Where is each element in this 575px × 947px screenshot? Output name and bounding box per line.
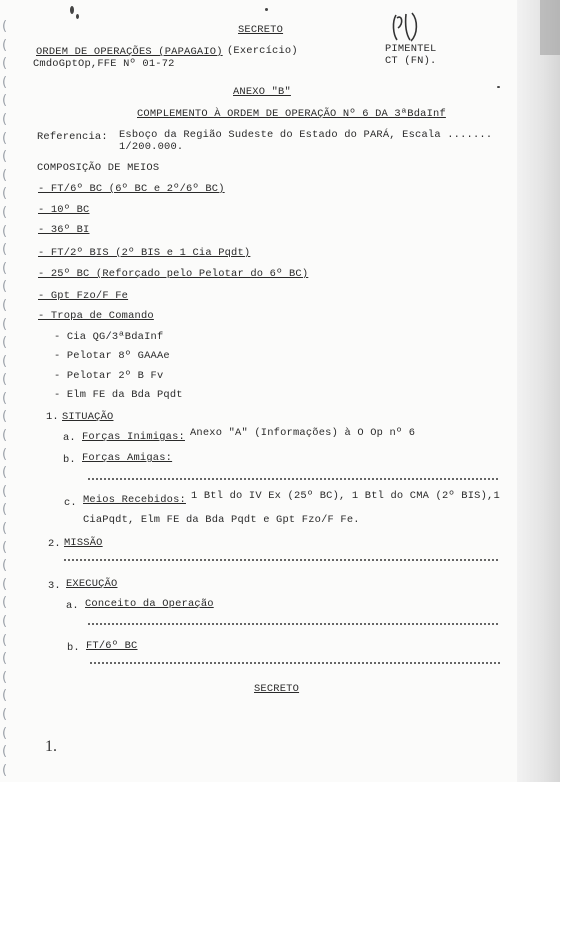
- author-name: PIMENTEL: [385, 43, 437, 55]
- order-type: (Exercício): [227, 45, 298, 57]
- composition-item: - 25º BC (Reforçado pelo Pelotar do 6º BC): [38, 268, 309, 280]
- composition-subitem: - Cia QG/3ªBdaInf: [54, 331, 164, 343]
- section-3b-label: b.: [67, 642, 80, 654]
- handwritten-initials: [388, 10, 422, 44]
- order-title: ORDEM DE OPERAÇÕES (PAPAGAIO): [36, 46, 223, 58]
- section-3-number: 3.: [48, 580, 61, 592]
- paper-edge-shadow: [517, 0, 560, 782]
- classification-top: SECRETO: [238, 24, 284, 36]
- composition-subitem: - Pelotar 2º B Fv: [54, 370, 164, 382]
- section-1b-title: Forças Amigas:: [82, 452, 173, 464]
- author-rank: CT (FN).: [385, 55, 437, 67]
- fill-line: [90, 662, 500, 664]
- composition-item: - 10º BC: [38, 204, 90, 216]
- section-1a-title: Forças Inimigas:: [82, 431, 185, 443]
- section-1c-label: c.: [64, 497, 77, 509]
- section-1-number: 1.: [46, 411, 59, 423]
- reference-label: Referencia:: [37, 131, 108, 143]
- ink-speck: [76, 14, 79, 19]
- section-1c-text: 1 Btl do IV Ex (25º BC), 1 Btl do CMA (2º BIS),1: [191, 490, 500, 502]
- classification-bottom: SECRETO: [254, 683, 300, 695]
- page-number: 1.: [45, 738, 57, 755]
- composition-item: - Gpt Fzo/F Fe: [38, 290, 129, 302]
- section-1a-label: a.: [63, 432, 76, 444]
- section-3b-title: FT/6º BC: [86, 640, 138, 652]
- annex-title: COMPLEMENTO À ORDEM DE OPERAÇÃO Nº 6 DA 3ªBdaInf: [137, 108, 446, 120]
- composition-subitem: - Elm FE da Bda Pqdt: [54, 389, 183, 401]
- fill-line: [88, 623, 498, 625]
- command-reference: CmdoGptOp,FFE Nº 01-72: [33, 58, 175, 70]
- reference-scale: 1/200.000.: [119, 141, 184, 153]
- section-3a-label: a.: [66, 600, 79, 612]
- composition-item: - 36º BI: [38, 224, 90, 236]
- ink-speck: [265, 8, 268, 11]
- composition-heading: COMPOSIÇÃO DE MEIOS: [37, 162, 160, 174]
- section-2-number: 2.: [48, 538, 61, 550]
- composition-item: - FT/6º BC (6º BC e 2º/6º BC): [38, 183, 225, 195]
- fill-line: [64, 559, 498, 561]
- section-1c-text-2: CiaPqdt, Elm FE da Bda Pqdt e Gpt Fzo/F Fe.: [83, 514, 360, 526]
- composition-subitem: - Pelotar 8º GAAAe: [54, 350, 170, 362]
- section-3-title: EXECUÇÃO: [66, 578, 118, 590]
- section-1-title: SITUAÇÃO: [62, 411, 114, 423]
- paper-corner-stain: [540, 0, 560, 55]
- section-3a-title: Conceito da Operação: [85, 598, 214, 610]
- composition-item: - Tropa de Comando: [38, 310, 154, 322]
- annex-label: ANEXO "B": [233, 86, 291, 98]
- section-1a-text: Anexo "A" (Informações) à O Op nº 6: [190, 427, 416, 439]
- ink-speck: [497, 86, 500, 88]
- ink-speck: [70, 6, 74, 14]
- fill-line: [88, 478, 498, 480]
- binding-holes: ( ( ( ( ( ( ( ( ( ( ( ( ( ( ( ( ( ( ( ( ( ( ( ( ( ( ( ( ( ( ( ( ( ( ( ( ( ( ( ( (: [2, 19, 8, 778]
- section-1b-label: b.: [63, 454, 76, 466]
- section-1c-title: Meios Recebidos:: [83, 494, 186, 506]
- reference-text: Esboço da Região Sudeste do Estado do PARÁ, Escala .......: [119, 129, 493, 141]
- section-2-title: MISSÃO: [64, 537, 103, 549]
- composition-item: - FT/2º BIS (2º BIS e 1 Cia Pqdt): [38, 247, 251, 259]
